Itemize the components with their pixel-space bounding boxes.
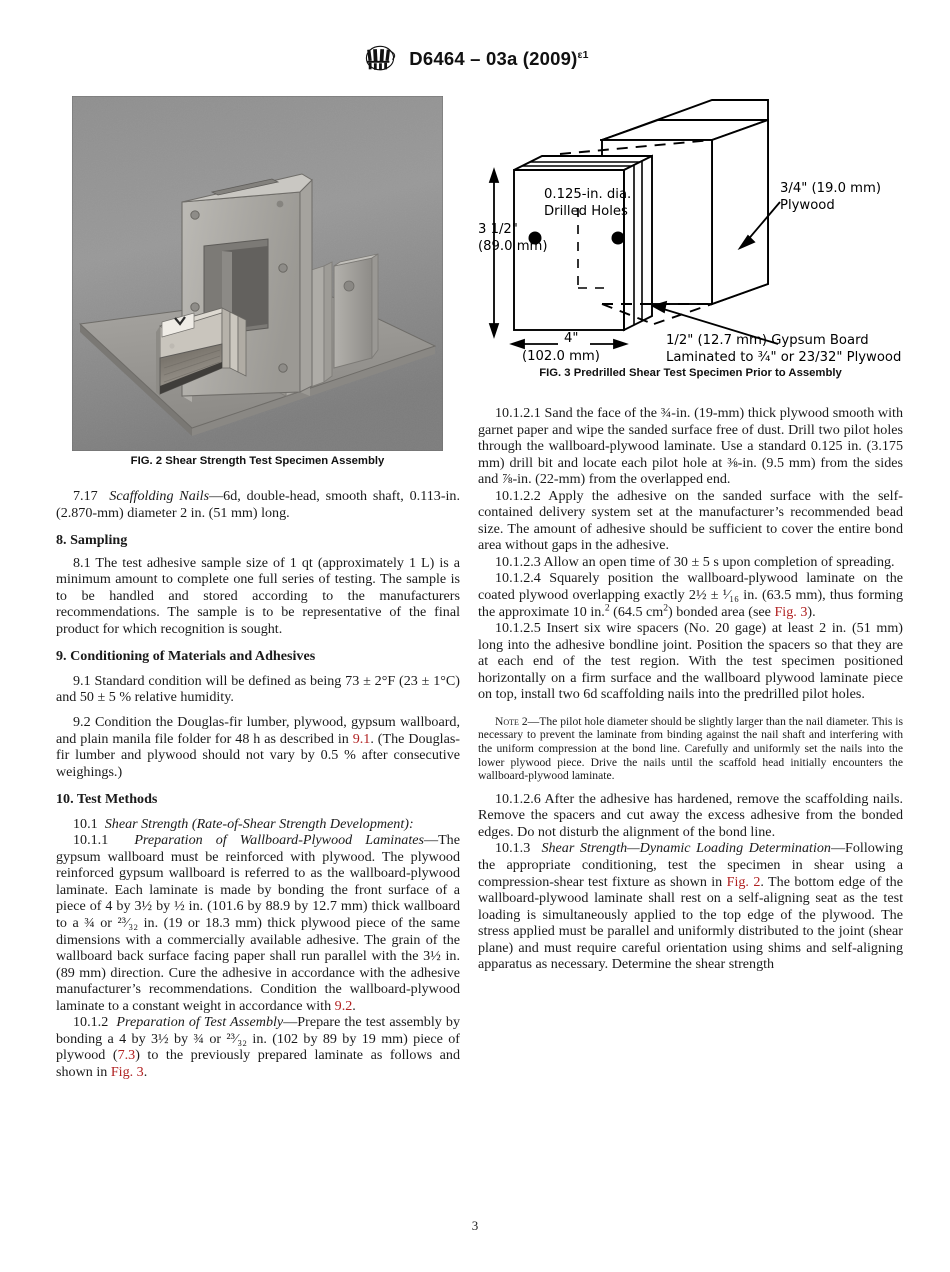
cross-reference-link-7-3[interactable]: 7.3 bbox=[117, 1047, 136, 1064]
paragraph-10-1-2 bbox=[56, 1014, 460, 1080]
height-dimension-mm: (89.0 mm) bbox=[478, 239, 548, 254]
clause-body-cont: . bbox=[352, 997, 356, 1014]
drilled-hole-right bbox=[612, 232, 625, 245]
width-dimension-label: 4" bbox=[564, 331, 579, 346]
clause-body: —The gypsum wallboard must be reinforced with plywood. The plywood reinforced gypsum wallboard is referred to as the wallboard-plywood laminate. Each laminate is made by bonding the front surface of a piece of 4 by 3½ by ½ in. (101.6 by 88.9 by 12.7 mm) thick wallboard to a ¾ or ²³⁄₃₂ in. (19 or 18.3 mm) thick plywood piece of the same dimensions with a commercially available adhesive. The grain of the wallboard back surface facing paper shall run parallel with the 3½ in. (89 mm) direction. Cure the adhesive in accordance with the adhesive manufacturer’s recommendations. Condition the wallboard-plywood laminate to a constant weight in accordance with bbox=[56, 832, 460, 1014]
clause-title: Shear Strength (Rate-of-Shear Strength Development): bbox=[104, 815, 414, 832]
clause-number: 10.1.3 bbox=[495, 840, 531, 857]
paragraph-10-1-2-2: 10.1.2.2 Apply the adhesive on the sanded surface with the self-contained delivery system set at the manufacturer’s recommended bead size. The amount of adhesive should be sufficient to cover the entire bond area without gaps in the adhesive. bbox=[478, 487, 903, 554]
note-label: Note 2 bbox=[495, 714, 528, 728]
designation-superscript: ε1 bbox=[577, 48, 589, 61]
clause-number: 10.1.1 bbox=[73, 832, 109, 849]
paragraph-10-1-2-6: 10.1.2.6 After the adhesive has hardened, remove the scaffolding nails. Remove the spacers and cut away the excess adhesive from the bonded edges. Do not disturb the alignment of the bond line. bbox=[478, 790, 903, 840]
paragraph-8-1: 8.1 The test adhesive sample size of 1 qt (approximately 1 L) is a minimum amount to complete one full series of testing. The sample is to be handled and stored according to the manufacturers recommendations. The sample is to be representative of the final product for which recognition is sought. bbox=[56, 554, 460, 637]
clause-title: Shear Strength—Dynamic Loading Determination bbox=[541, 840, 831, 857]
clause-body: —6d, double-head, smooth shaft, 0.113-in. (2.870-mm) diameter 2 in. (51 mm) long. bbox=[56, 488, 460, 521]
page-header bbox=[0, 44, 950, 74]
cross-reference-link-fig-3[interactable]: Fig. 3 bbox=[774, 603, 808, 620]
clause-title: Preparation of Test Assembly bbox=[116, 1014, 284, 1031]
plywood-label-line2: Plywood bbox=[780, 198, 835, 213]
clause-number: 10.1.2 bbox=[73, 1014, 109, 1031]
cross-reference-link-9-2[interactable]: 9.2 bbox=[334, 997, 353, 1014]
cross-reference-link-fig-3[interactable]: Fig. 3 bbox=[110, 1063, 144, 1080]
left-text-column bbox=[56, 488, 460, 1081]
paragraph-7-17 bbox=[56, 488, 460, 521]
shear-test-assembly-photograph bbox=[72, 96, 443, 451]
clause-title: Preparation of Wallboard-Plywood Laminates bbox=[134, 832, 424, 849]
heading-10-test-methods: 10. Test Methods bbox=[56, 791, 158, 808]
predrilled-specimen-diagram bbox=[478, 92, 903, 364]
paragraph-10-1 bbox=[56, 816, 460, 833]
clause-title: Scaffolding Nails bbox=[109, 488, 210, 504]
paragraph-10-1-3 bbox=[478, 840, 903, 972]
paragraph-9-1: 9.1 Standard condition will be defined as being 73 ± 2°F (23 ± 1°C) and 50 ± 5 % relative humidity. bbox=[56, 672, 460, 706]
clause-number: 7.17 bbox=[73, 488, 98, 504]
right-text-column bbox=[478, 405, 903, 973]
gypsum-label-line2: Laminated to ¾" or 23/32" Plywood bbox=[666, 350, 902, 364]
superscript-square: 2 bbox=[663, 601, 669, 613]
clause-body: —Following the appropriate conditioning, test the specimen in shear using a compression-shear test fixture as shown in bbox=[478, 840, 903, 890]
paragraph-9-2 bbox=[56, 714, 460, 780]
width-dimension-mm: (102.0 mm) bbox=[522, 349, 600, 364]
clause-number: 10.1 bbox=[73, 815, 98, 832]
figure-3-drawing bbox=[478, 92, 903, 364]
cross-reference-link-9-1[interactable]: 9.1 bbox=[352, 730, 371, 747]
clause-body-cont: ) to the previously prepared laminate as follows and shown in bbox=[56, 1047, 461, 1080]
cross-reference-link-fig-2[interactable]: Fig. 2 bbox=[726, 873, 761, 890]
paragraph-10-1-2-4 bbox=[478, 570, 903, 620]
clause-body-cont: . (The Douglas-fir lumber and plywood should not vary by 0.5 % after consecutive weighings.) bbox=[56, 730, 460, 780]
paragraph-10-1-2-5: 10.1.2.5 Insert six wire spacers (No. 20 gage) at least 2 in. (51 mm) long into the adhesive bondline joint. Position the spacers so that they are at each end of the test region. With the test specimen positioned horizontally on a firm surface and the wallboard plywood laminate piece on top, install two 6d scaffolding nails into the predrilled pilot holes. bbox=[478, 620, 903, 703]
clause-body-end: ). bbox=[807, 603, 816, 620]
page-number: 3 bbox=[471, 1218, 479, 1233]
gypsum-label-line1: 1/2" (12.7 mm) Gypsum Board bbox=[666, 333, 869, 348]
heading-8-sampling: 8. Sampling bbox=[56, 532, 128, 549]
paragraph-10-1-2-3: 10.1.2.3 Allow an open time of 30 ± 5 s upon completion of spreading. bbox=[495, 553, 895, 570]
clause-body: 10.1.2.4 Squarely position the wallboard-plywood laminate on the coated plywood overlapping exactly 2½ ± ¹⁄₁₆ in. (63.5 mm), thus forming the approximate 10 in. bbox=[478, 570, 903, 620]
astm-logo-icon bbox=[361, 44, 399, 74]
page-title bbox=[409, 48, 588, 70]
clause-body: —Prepare the test assembly by bonding a 4 by 3½ by ¾ or ²³⁄₃₂ in. (102 by 89 by 19 mm) piece of plywood ( bbox=[56, 1014, 460, 1064]
clause-body: 9.2 Condition the Douglas-fir lumber, plywood, gypsum wallboard, and plain manila file folder for 48 h as described in bbox=[56, 714, 460, 747]
drilled-holes-label-line1: 0.125-in. dia. bbox=[544, 187, 632, 202]
note-body: —The pilot hole diameter should be slightly larger than the nail diameter. This is necessary to prevent the laminate from binding against the nail shaft and interfering with the uniform compression at the bond line. Carefully and uniformly set the nails into the lower plywood piece. Drive the nails until the scaffold head initially encounters the wallboard-plywood laminate. bbox=[478, 714, 903, 783]
figure-2-caption: FIG. 2 Shear Strength Test Specimen Assembly bbox=[130, 455, 385, 467]
plywood-label-line1: 3/4" (19.0 mm) bbox=[780, 181, 882, 196]
note-2 bbox=[478, 715, 903, 783]
drilled-holes-label-line2: Drilled Holes bbox=[544, 204, 628, 219]
clause-body-cont: (64.5 cm bbox=[609, 603, 664, 620]
paragraph-10-1-2-1: 10.1.2.1 Sand the face of the ¾-in. (19-mm) thick plywood smooth with garnet paper and wipe the sanded surface free of dust. Drill two pilot holes through the wallboard-plywood laminate. Use a standard 0.125 in. (3.175 mm) drill bit and locate each pilot hole at ⅜-in. (9.5 mm) from the sides and ⅞-in. (22-mm) from the overlapped end. bbox=[478, 405, 903, 488]
figure-3-caption: FIG. 3 Predrilled Shear Test Specimen Prior to Assembly bbox=[539, 367, 842, 379]
superscript-square: 2 bbox=[604, 601, 610, 613]
standard-designation: D6464 – 03a (2009) bbox=[409, 48, 578, 69]
paragraph-10-1-1 bbox=[56, 832, 460, 1014]
clause-body-cont2: ) bonded area (see bbox=[668, 603, 775, 620]
figure-2-photo bbox=[72, 96, 443, 451]
clause-body-end: . bbox=[143, 1063, 148, 1080]
clause-body-cont: . The bottom edge of the wallboard-plywood laminate shall rest on a self-aligning seat as the test loading is simultaneously applied to the top edge of the plywood. The stress applied must be parallel and uniformly distributed to the joint (shear plane) and must require careful orientation using shims and self-aligning apparatus as necessary. Determine the shear strength bbox=[478, 873, 903, 973]
heading-9-conditioning: 9. Conditioning of Materials and Adhesives bbox=[56, 648, 316, 665]
height-dimension-label: 3 1/2" bbox=[478, 222, 518, 237]
